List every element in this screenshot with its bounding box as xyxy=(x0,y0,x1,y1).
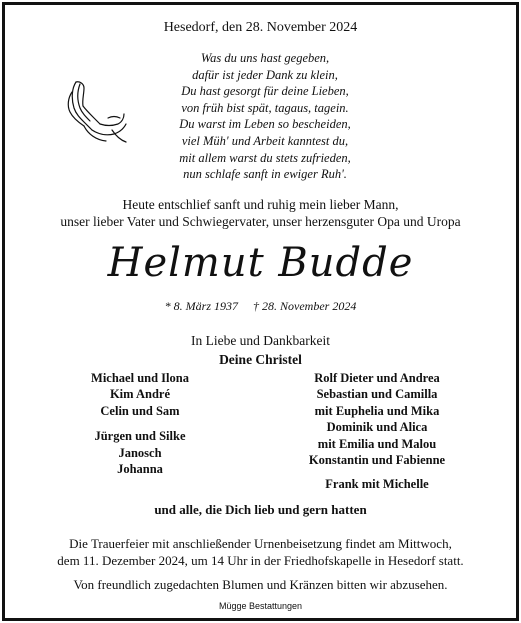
family-right-column xyxy=(268,370,486,501)
family-member: Kim André xyxy=(109,387,171,402)
family-member: mit Emilia und Malou xyxy=(317,436,437,451)
poem-line: dafür ist jeder Dank zu klein, xyxy=(192,67,338,82)
flowers-note: Von freundlich zugedachten Blumen und Kränzen bitten wir abzusehen. xyxy=(73,577,448,592)
poem-line: mit allem warst du stets zufrieden, xyxy=(179,150,351,165)
family-member: Michael und Ilona xyxy=(91,371,189,385)
family-group xyxy=(268,370,486,468)
family-left-column xyxy=(40,370,240,486)
announcement xyxy=(0,196,521,230)
family-group xyxy=(40,428,240,477)
closing-love: In Liebe und Dankbarkeit xyxy=(190,333,331,348)
poem-line: Was du uns hast gegeben, xyxy=(200,51,330,65)
poem xyxy=(150,50,380,183)
family-group xyxy=(40,370,240,419)
family-member: Jürgen und Silke xyxy=(94,429,186,444)
announcement-line: unser lieber Vater und Schwiegervater, unser herzensguter Opa und Uropa xyxy=(60,214,461,229)
funeral-info xyxy=(0,536,521,569)
life-dates xyxy=(0,299,521,314)
family-member: Dominik und Alica xyxy=(326,420,428,435)
death-date: † 28. November 2024 xyxy=(253,299,357,313)
poem-line: Du warst im Leben so bescheiden, xyxy=(179,117,351,132)
family-member: Rolf Dieter und Andrea xyxy=(314,371,440,385)
spouse-name: Deine Christel xyxy=(219,352,302,367)
family-group xyxy=(268,476,486,492)
family-member: Celin und Sam xyxy=(100,403,180,418)
poem-line: von früh bist spät, tagaus, tagein. xyxy=(181,100,349,115)
poem-line: nun schlafe sanft in ewiger Ruh'. xyxy=(183,167,347,182)
place-date: Hesedorf, den 28. November 2024 xyxy=(163,20,358,35)
birth-date: * 8. März 1937 xyxy=(164,299,238,313)
announcement-line: Heute entschlief sanft und ruhig mein lieber Mann, xyxy=(122,197,399,212)
all-others: und alle, die Dich lieb und gern hatten xyxy=(154,502,367,517)
funeral-line: Die Trauerfeier mit anschließender Urnenbeisetzung findet am Mittwoch, xyxy=(69,536,452,551)
family-member: Janosch xyxy=(118,445,162,460)
family-member: Johanna xyxy=(117,462,163,477)
family-member: mit Euphelia und Mika xyxy=(314,403,440,418)
family-member: Konstantin und Fabienne xyxy=(308,453,446,468)
undertaker-name: Mügge Bestattungen xyxy=(218,601,303,611)
poem-line: viel Müh' und Arbeit kanntest du, xyxy=(181,133,349,148)
praying-hands-icon xyxy=(62,78,130,144)
family-member: Frank mit Michelle xyxy=(325,477,429,492)
family-member: Sebastian und Camilla xyxy=(316,387,438,402)
deceased-name: Helmut Budde xyxy=(107,240,414,286)
funeral-line: dem 11. Dezember 2024, um 14 Uhr in der Friedhofskapelle in Hesedorf statt. xyxy=(57,552,464,568)
poem-line: Du hast gesorgt für deine Lieben, xyxy=(181,84,349,99)
